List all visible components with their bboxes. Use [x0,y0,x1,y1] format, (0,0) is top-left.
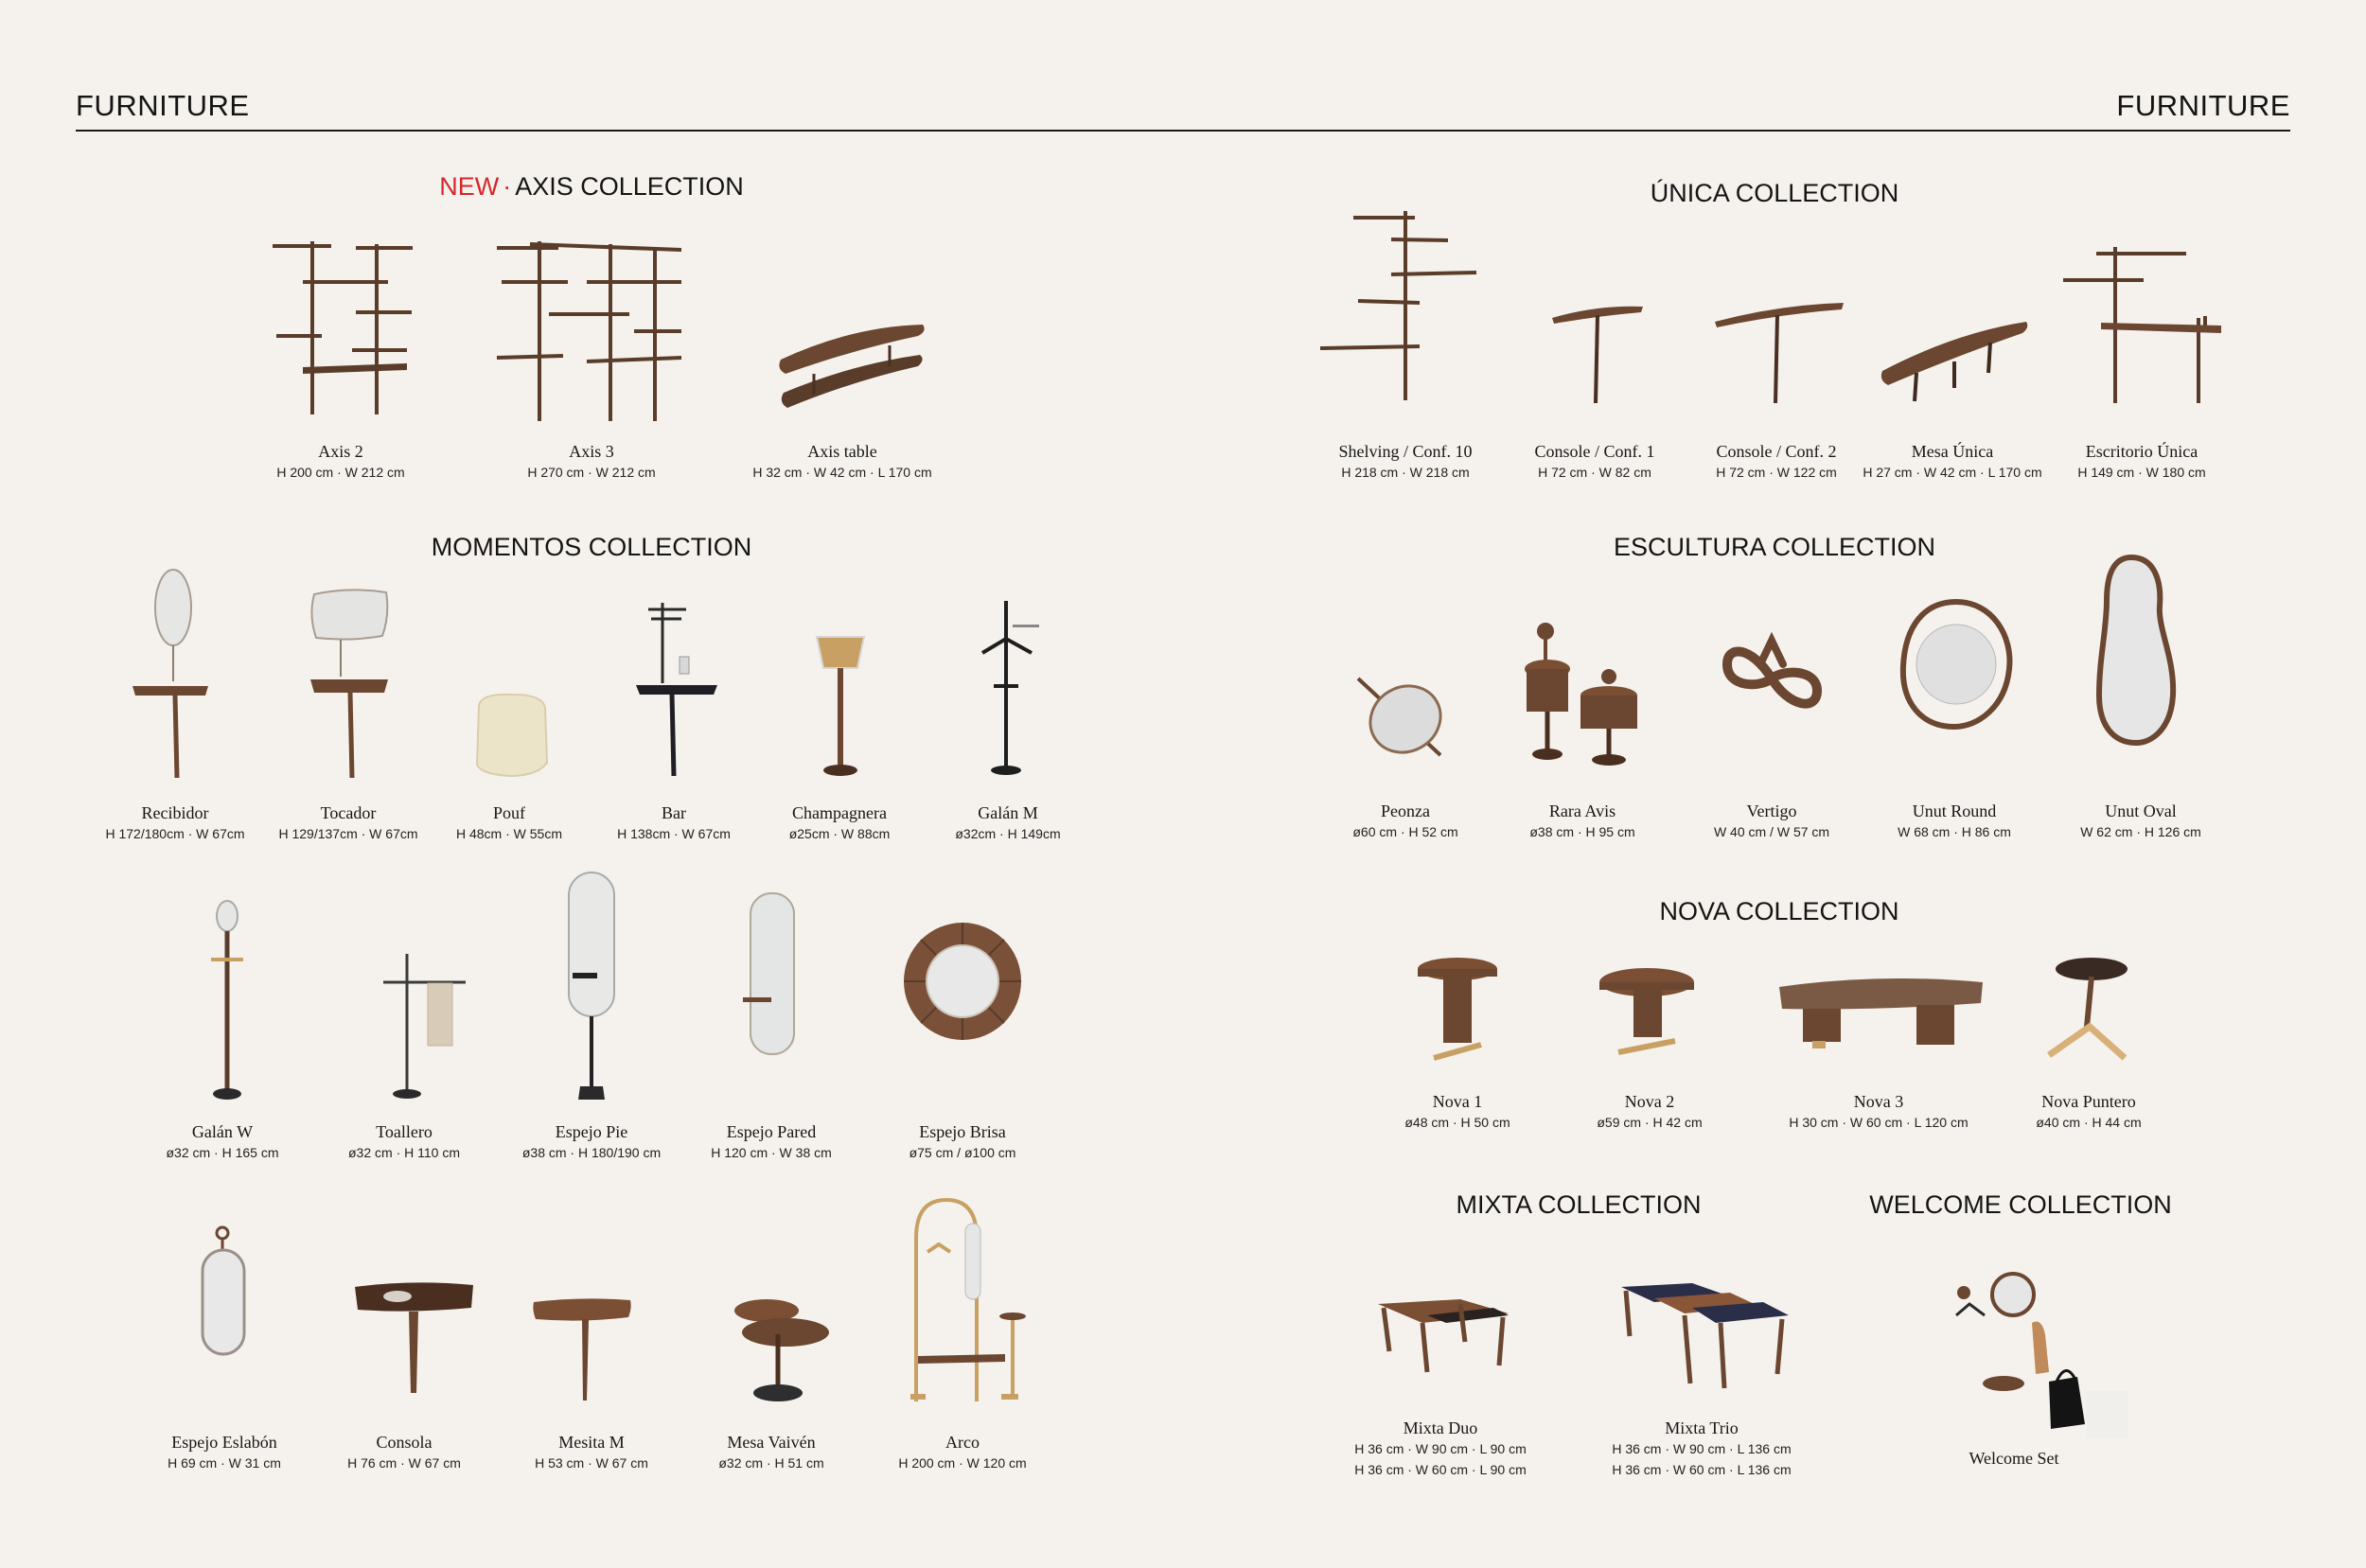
item-name: Consola [376,1433,433,1452]
item-name: Console / Conf. 1 [1534,442,1655,461]
vertigo-image [1722,636,1822,721]
nova-3-item[interactable] [1756,1091,2002,1133]
rara-avis-image [1519,620,1651,766]
item-dims: H 270 cm · W 212 cm [527,465,656,480]
item-dims: H 120 cm · W 38 cm [711,1145,832,1160]
item-name: Console / Conf. 2 [1716,442,1837,461]
axis-table-item[interactable] [719,441,965,483]
arco-image [909,1195,1032,1408]
page-header-right: FURNITURE [2116,89,2290,122]
consola-image [350,1279,478,1398]
peonza-image [1353,674,1448,759]
item-name: Rara Avis [1548,802,1616,820]
welcome-set-image [1954,1268,2129,1443]
escultura-collection-title: ESCULTURA COLLECTION [1613,533,1936,561]
item-dims: W 62 cm · H 126 cm [2080,824,2201,839]
item-dims: H 72 cm · W 82 cm [1538,465,1651,480]
item-name: Unut Oval [2105,802,2177,820]
page-header-left: FURNITURE [76,89,250,122]
item-dims-secondary: H 36 cm · W 60 cm · L 90 cm [1354,1462,1527,1477]
mixta-collection-title: MIXTA COLLECTION [1456,1190,1702,1219]
item-name: Nova Puntero [2041,1092,2136,1111]
item-name: Espejo Pie [555,1122,628,1141]
mixta-duo-image [1370,1295,1512,1380]
axis-table-image [776,317,927,412]
item-dims: H 76 cm · W 67 cm [347,1455,461,1471]
nova-1-image [1415,956,1500,1060]
nova-2-item[interactable] [1536,1091,1763,1133]
espejo-eslabon-image [199,1225,251,1358]
mesa-vaiven-image [729,1296,833,1405]
item-name: Mixta Duo [1403,1418,1478,1437]
axis-2-image [265,237,416,416]
item-name: Espejo Eslabón [171,1433,277,1452]
item-dims: ø75 cm / ø100 cm [909,1145,1016,1160]
unica-console-1-image [1550,301,1645,405]
mixta-trio-item[interactable] [1579,1418,1825,1480]
toallero-image [379,949,468,1101]
escritorio-unica-item[interactable] [2028,441,2255,483]
item-dims: H 48cm · W 55cm [455,826,562,841]
item-dims: ø32 cm · H 110 cm [348,1145,460,1160]
item-dims: ø25cm · W 88cm [788,826,891,841]
galan-m-image [975,596,1041,776]
item-dims: ø38 cm · H 95 cm [1529,824,1635,839]
mesa-unica-image [1879,314,2030,409]
item-dims: H 129/137cm · W 67cm [278,826,418,841]
item-name: Espejo Pared [726,1122,817,1141]
item-name: Welcome Set [1969,1449,2059,1468]
item-dims: ø32cm · H 149cm [955,826,1061,841]
item-name: Axis 2 [318,442,363,461]
welcome-collection-title: WELCOME COLLECTION [1869,1190,2172,1219]
item-name: Galán M [978,803,1038,822]
item-dims: H 36 cm · W 90 cm · L 90 cm [1354,1441,1527,1456]
item-name: Toallero [376,1122,433,1141]
item-name: Nova 3 [1853,1092,1904,1111]
item-dims: H 53 cm · W 67 cm [535,1455,648,1471]
item-name: Mesa Única [1911,442,1994,461]
item-dims: ø59 cm · H 42 cm [1597,1115,1703,1130]
header-divider [76,130,2290,132]
galan-m-item[interactable] [894,802,1121,844]
unut-oval-item[interactable] [2027,801,2254,842]
item-dims: H 200 cm · W 120 cm [898,1455,1027,1471]
item-dims: ø60 cm · H 52 cm [1352,824,1458,839]
item-name: Recibidor [141,803,209,822]
item-dims: H 27 cm · W 42 cm · L 170 cm [1863,465,2042,480]
item-dims-secondary: H 36 cm · W 60 cm · L 136 cm [1612,1462,1792,1477]
arco-item[interactable] [849,1432,1076,1473]
recibidor-image [128,568,213,781]
tocador-image [303,587,393,781]
axis-collection-label: AXIS COLLECTION [515,172,744,201]
item-name: Unut Round [1912,802,1997,820]
unica-collection-title: ÚNICA COLLECTION [1650,179,1899,207]
nova-3-image [1774,973,1987,1053]
unica-console-2-image [1713,301,1845,405]
item-dims: H 32 cm · W 42 cm · L 170 cm [752,465,932,480]
item-name: Bar [662,803,686,822]
espejo-pared-image [743,891,800,1057]
item-dims: ø40 cm · H 44 cm [2036,1115,2142,1130]
item-dims: H 149 cm · W 180 cm [2077,465,2206,480]
item-dims: H 36 cm · W 90 cm · L 136 cm [1612,1441,1792,1456]
item-dims: H 72 cm · W 122 cm [1716,465,1837,480]
unut-oval-image [2093,554,2179,748]
item-name: Vertigo [1746,802,1797,820]
espejo-brisa-image [901,920,1024,1043]
item-dims: ø32 cm · H 165 cm [166,1145,279,1160]
item-name: Mixta Trio [1665,1418,1739,1437]
item-dims: H 30 cm · W 60 cm · L 120 cm [1789,1115,1969,1130]
item-name: Nova 2 [1624,1092,1675,1111]
bar-image [634,598,719,778]
item-name: Axis table [807,442,877,461]
item-name: Escritorio Única [2085,442,2198,461]
axis-3-image [492,237,686,426]
item-name: Champagnera [792,803,887,822]
item-dims: W 40 cm / W 57 cm [1713,824,1830,839]
title-separator: · [503,172,512,201]
item-dims: ø48 cm · H 50 cm [1404,1115,1510,1130]
item-dims: H 218 cm · W 218 cm [1341,465,1470,480]
nova-collection-title: NOVA COLLECTION [1659,897,1899,925]
axis-2-item[interactable] [227,441,454,483]
pouf-image [471,689,552,779]
item-dims: H 172/180cm · W 67cm [105,826,245,841]
item-dims: ø38 cm · H 180/190 cm [521,1145,662,1160]
item-dims: H 138cm · W 67cm [617,826,731,841]
nova-2-image [1598,967,1697,1057]
nova-puntero-image [2044,956,2129,1060]
item-name: Galán W [191,1122,254,1141]
item-name: Espejo Brisa [919,1122,1006,1141]
axis-3-item[interactable] [478,441,705,483]
mesita-m-image [530,1296,634,1405]
item-name: Mesa Vaivén [727,1433,816,1452]
item-dims: H 69 cm · W 31 cm [168,1455,281,1471]
momentos-collection-title: MOMENTOS COLLECTION [431,533,752,561]
welcome-set-item[interactable] [1900,1448,2128,1469]
new-badge: NEW [439,172,500,201]
item-name: Nova 1 [1432,1092,1483,1111]
item-dims: ø32 cm · H 51 cm [718,1455,824,1471]
espejo-brisa-item[interactable] [849,1121,1076,1163]
item-name: Shelving / Conf. 10 [1338,442,1473,461]
item-name: Tocador [320,803,377,822]
escritorio-unica-image [2058,242,2224,408]
mixta-trio-image [1616,1279,1792,1393]
item-dims: W 68 cm · H 86 cm [1898,824,2011,839]
item-name: Pouf [492,803,525,822]
item-name: Arco [945,1433,980,1452]
item-name: Peonza [1381,802,1430,820]
espejo-pie-image [563,871,620,1102]
unica-shelving-image [1315,206,1481,405]
champagnera-image [812,632,869,779]
axis-collection-title [439,172,744,202]
galan-w-image [203,899,251,1102]
item-dims: H 200 cm · W 212 cm [276,465,405,480]
mixta-duo-item[interactable] [1317,1418,1563,1480]
unut-round-image [1898,598,2016,731]
item-name: Mesita M [558,1433,625,1452]
nova-puntero-item[interactable] [1975,1091,2202,1133]
item-name: Axis 3 [569,442,614,461]
